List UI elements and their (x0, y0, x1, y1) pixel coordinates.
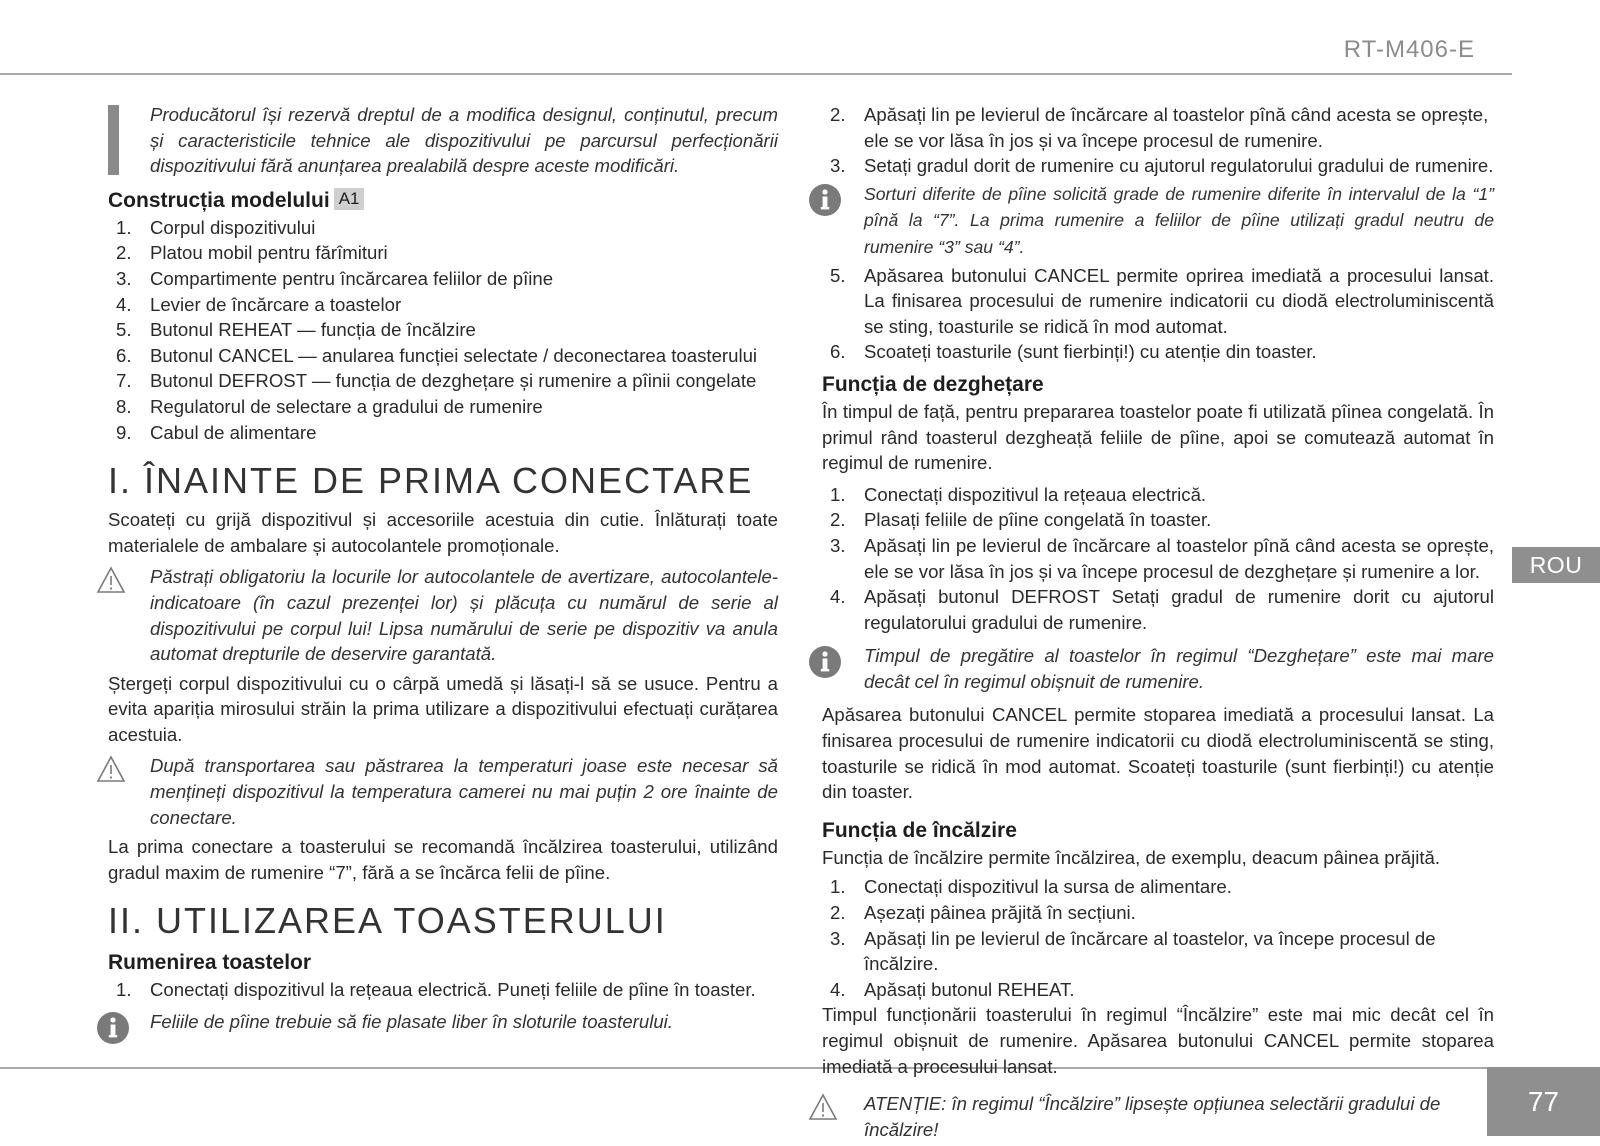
list-item (822, 482, 1494, 508)
list-number: 3. (830, 155, 846, 177)
reheat-steps (822, 874, 1494, 1002)
list-item (108, 215, 778, 241)
info-note-browning (822, 181, 1494, 261)
warning-text: ATENȚIE: în regimul “Încălzire” lipsește opțiunea selectării gradului de încălzire! (864, 1093, 1441, 1140)
list-item (108, 343, 778, 369)
list-number: 7. (116, 370, 132, 392)
section-2-title: II. UTILIZAREA TOASTERULUI (108, 900, 667, 942)
list-item (108, 420, 778, 446)
list-item (108, 394, 778, 420)
list-item (822, 507, 1494, 533)
list-text: Butonul DEFROST — funcția de dezghețare și rumenire a pîinii congelate (150, 370, 757, 392)
right-column (822, 102, 1494, 1146)
list-text: Regulatorul de selectare a gradului de rumenire (150, 395, 543, 417)
list-number: 5. (830, 264, 846, 286)
warning-icon (808, 1093, 838, 1128)
list-number: 3. (116, 267, 132, 289)
list-number: 4. (116, 293, 132, 315)
warning-note-1 (108, 564, 778, 666)
list-item (822, 102, 1494, 153)
list-item (822, 874, 1494, 900)
browning-steps-a (822, 102, 1494, 179)
page-number: 77 (1487, 1067, 1600, 1136)
list-text: Apăsați lin pe levierul de încărcare al toastelor pînă când acesta se oprește, ele se vor lăsa în jos și va începe procesul de dezghețare și rumenire a lor. (864, 534, 1494, 582)
parts-list (108, 215, 778, 445)
list-item (108, 368, 778, 394)
browning-steps-b (822, 263, 1494, 365)
list-number: 2. (830, 509, 846, 531)
reheat-heading: Funcția de încălzire (822, 818, 1017, 842)
list-number: 4. (830, 586, 846, 608)
list-item (822, 263, 1494, 340)
list-number: 2. (830, 104, 846, 125)
info-text: Sorturi diferite de pîine solicită grade de rumenire diferite în intervalul de la “1” pînă la “7”. La prima rumenire a feliilor de pîine utilizați gradul neutru de rumenire “3” sau “4”. (864, 183, 1494, 257)
warning-text-1: Păstrați obligatoriu la locurile lor autocolantele de avertizare, autocolantele-indicatoare (în cazul prezenței lor) și plăcuța cu numărul de serie al dispozitivului pe corpul lui! Lipsa numărului de serie pe dispozitiv va anula automat drepturile de deservire garantată. (150, 566, 778, 665)
warning-icon (96, 755, 126, 790)
list-text: Levier de încărcare a toastelor (150, 293, 402, 315)
list-item (822, 977, 1494, 1003)
info-note-left (108, 1009, 778, 1035)
info-icon (808, 183, 842, 224)
list-number: 1. (830, 876, 846, 898)
list-text: Conectați dispozitivul la rețeaua electrică. (864, 483, 1207, 505)
list-item (822, 926, 1494, 977)
list-number: 4. (830, 978, 846, 1000)
list-number: 1. (116, 979, 132, 1001)
list-number: 9. (116, 421, 132, 443)
browning-heading: Rumenirea toastelor (108, 951, 312, 975)
model-number: RT-M406-E (1343, 36, 1475, 63)
list-text: Apăsați lin pe levierul de încărcare al toastelor pînă când acesta se oprește, ele se vor lăsa în jos și va începe procesul de rumenire. (864, 104, 1489, 151)
list-text: Butonul CANCEL — anularea funcției selectate / deconectarea toasterului (150, 344, 758, 366)
list-number: 3. (830, 534, 846, 556)
list-item (822, 900, 1494, 926)
list-text: Conectați dispozitivul la rețeaua electrică. Puneți feliile de pîine în toaster. (150, 979, 756, 1001)
list-number: 1. (116, 216, 132, 238)
warning-note-reheat (822, 1091, 1494, 1142)
left-column (108, 102, 778, 1039)
list-text: Butonul REHEAT — funcția de încălzire (150, 319, 476, 341)
list-number: 3. (830, 927, 846, 949)
list-number: 1. (830, 483, 846, 505)
list-text: Corpul dispozitivului (150, 216, 316, 238)
list-item (822, 533, 1494, 584)
section-1-paragraph-2: Ștergeți corpul dispozitivului cu o cârpă umedă și lăsați-l să se usuce. Pentru a evita apariția mirosului străin la prima utilizare a dispozitivului efectuați curățarea acestuia. (108, 672, 778, 745)
list-item (108, 977, 778, 1003)
reheat-paragraph: Timpul funcționării toasterului în regimul “Încălzire” este mai mic decât cel în regimul obișnuit de rumenire. Apăsarea butonului CANCEL permite stoparea imediată a procesului lansat. (822, 1004, 1494, 1077)
list-item (108, 317, 778, 343)
list-text: Platou mobil pentru fărîmituri (150, 242, 388, 264)
list-item (108, 292, 778, 318)
list-text: Așezați pâinea prăjită în secțiuni. (864, 902, 1136, 924)
list-text: Conectați dispozitivul la sursa de alimentare. (864, 876, 1232, 898)
disclaimer-text: Producătorul își rezervă dreptul de a modifica designul, conținutul, precum și caracteristicile tehnice ale dispozitivului pe parcursul perfecționării dispozitivului fără anunțarea prealabilă despre aceste modificări. (150, 104, 778, 177)
list-text: Scoateți toasturile (sunt fierbinți!) cu atenție din toaster. (864, 341, 1317, 363)
list-number: 2. (116, 242, 132, 264)
list-text: Setați gradul dorit de rumenire cu ajutorul regulatorului gradului de rumenire. (864, 155, 1494, 177)
warning-note-2 (108, 753, 778, 830)
list-item (108, 266, 778, 292)
info-text: Timpul de pregătire al toastelor în regimul “Dezghețare” este mai mare decât cel în regimul obișnuit de rumenire. (864, 645, 1494, 692)
disclaimer-bar (108, 105, 119, 175)
list-item (822, 339, 1494, 365)
info-note-defrost (822, 643, 1494, 694)
list-text: Compartimente pentru încărcarea feliilor de pîine (150, 267, 554, 289)
info-text: Feliile de pîine trebuie să fie plasate liber în sloturile toasterului. (150, 1011, 673, 1033)
list-text: Plasați feliile de pîine congelată în toaster. (864, 509, 1212, 531)
info-icon (808, 645, 842, 686)
defrost-paragraph: Apăsarea butonului CANCEL permite stoparea imediată a procesului lansat. La finisarea procesului de rumenire indicatorii cu diodă electroluminiscentă se sting, toasturile se ridică în mod automat. Scoateți toasturile (sunt fierbinți!) cu atenție din toaster. (822, 704, 1494, 803)
section-1-paragraph-1: Scoateți cu grijă dispozitivul și accesoriile acestuia din cutie. Înlăturați toate materialele de ambalare și autocolantele promoționale. (108, 509, 778, 556)
list-text: Apăsați butonul DEFROST Setați gradul de rumenire dorit cu ajutorul regulatorului gradului de rumenire. (864, 586, 1494, 633)
construction-heading (108, 187, 778, 215)
list-text: Apăsați butonul REHEAT. (864, 978, 1075, 1000)
list-text: Cabul de alimentare (150, 421, 317, 443)
header-rule (0, 73, 1512, 75)
reheat-intro: Funcția de încălzire permite încălzirea, de exemplu, deacum pâinea prăjită. (822, 846, 1441, 868)
defrost-intro: În timpul de față, pentru prepararea toastelor poate fi utilizată pîinea congelată. În primul rând toasterul dezgheață feliile de pîine, apoi se comutează automat în regimul de rumenire. (822, 400, 1494, 474)
list-item (822, 584, 1494, 635)
list-number: 5. (116, 319, 132, 341)
list-number: 8. (116, 395, 132, 417)
section-1-paragraph-3: La prima conectare a toasterului se recomandă încălzirea toasterului, utilizând gradul maxim de rumenire “7”, fără a se încărca felii de pîine. (108, 836, 778, 883)
list-text: Apăsați lin pe levierul de încărcare al toastelor, va începe procesul de încălzire. (864, 927, 1436, 975)
construction-title: Construcția modelului (108, 188, 330, 212)
list-number: 6. (830, 341, 846, 363)
figure-badge: A1 (334, 188, 365, 210)
language-tab: ROU (1512, 547, 1600, 583)
list-number: 2. (830, 902, 846, 924)
list-item (822, 153, 1494, 179)
defrost-heading: Funcția de dezghețare (822, 372, 1044, 396)
info-icon (96, 1011, 130, 1052)
warning-text-2: După transportarea sau păstrarea la temperaturi joase este necesar să mențineți dispozitivul la temperatura camerei nu mai puțin 2 ore înainte de conectare. (150, 755, 778, 828)
list-text: Apăsarea butonului CANCEL permite oprirea imediată a procesului lansat. La finisarea procesului de rumenire indicatorii cu diodă electroluminiscentă se sting, toasturile se ridică în mod automat. (864, 264, 1494, 337)
browning-steps-start (108, 977, 778, 1003)
disclaimer (108, 102, 778, 179)
section-1-title: I. ÎNAINTE DE PRIMA CONECTARE (108, 460, 754, 502)
list-number: 6. (116, 344, 132, 366)
defrost-steps (822, 482, 1494, 636)
warning-icon (96, 566, 126, 601)
list-item (108, 240, 778, 266)
